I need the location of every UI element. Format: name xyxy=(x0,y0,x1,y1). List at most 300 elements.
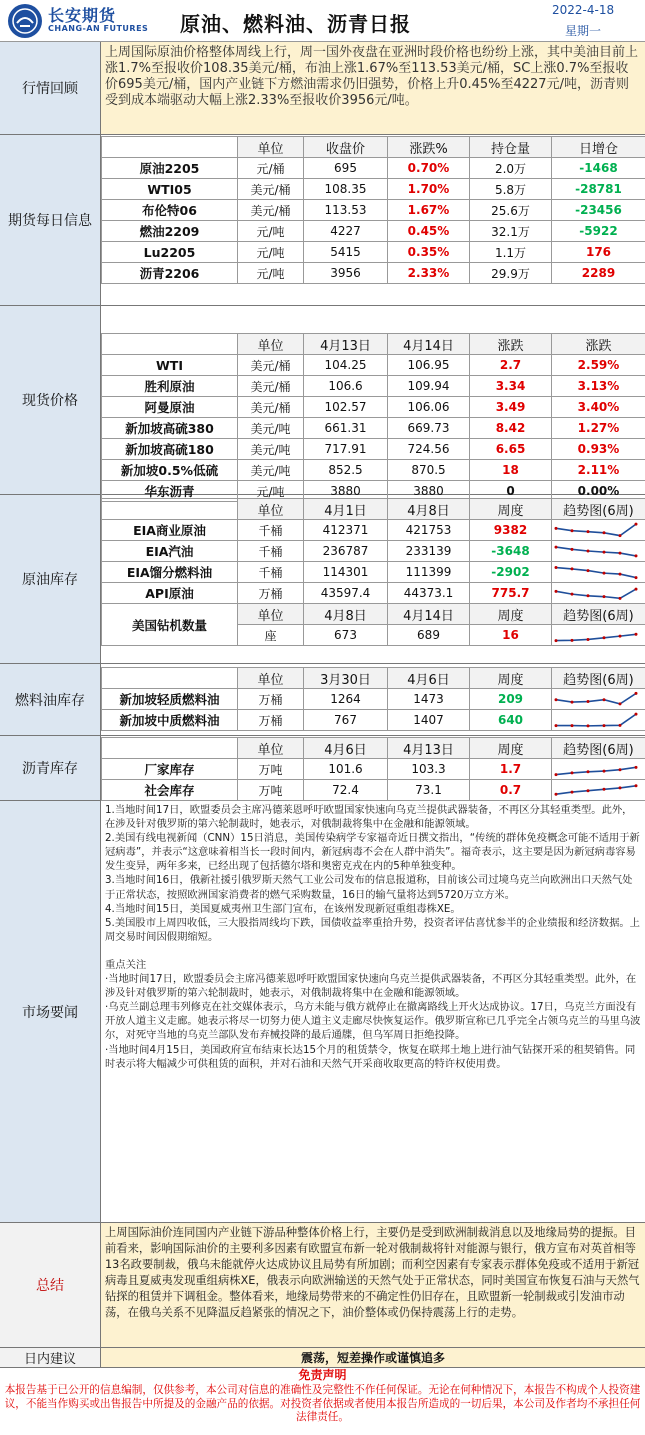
spot-change: 18 xyxy=(470,460,552,481)
trend-point xyxy=(587,700,590,703)
review-section xyxy=(0,42,645,135)
review-label: 行情回顾 xyxy=(0,42,101,134)
header-cell: 日增仓 xyxy=(552,137,645,158)
futures-row xyxy=(102,158,645,179)
report-weekday: 星期一 xyxy=(565,24,602,38)
spot-unit: 美元/吨 xyxy=(238,439,304,460)
spot-row xyxy=(102,355,645,376)
spot-section xyxy=(0,306,645,499)
futures-name: 原油2205 xyxy=(102,158,238,179)
news-paragraph: 1.当地时间17日，欧盟委员会主席冯德莱恩呼吁欧盟国家快速向乌克兰提供武器装备，不再区分其轻重类型。此外，在涉及针对俄罗斯的第六轮制裁时，她表示，对俄制裁将集中在金融和能源领域。 xyxy=(105,804,633,831)
spot-price-day2: 106.06 xyxy=(388,397,470,418)
asphalt-inventory-table xyxy=(101,737,645,801)
header-cell: 4月6日 xyxy=(388,668,470,689)
header-cell: 周度 xyxy=(470,499,552,520)
inventory-trend-chart xyxy=(552,689,645,710)
futures-unit: 元/吨 xyxy=(238,242,304,263)
trend-point xyxy=(619,534,622,537)
futures-daily-increase: -28781 xyxy=(552,179,645,200)
trend-point xyxy=(619,786,622,789)
spot-price-day2: 106.95 xyxy=(388,355,470,376)
trend-point xyxy=(619,768,622,771)
inventory-value-2: 421753 xyxy=(388,520,470,541)
asphalt-inventory-section xyxy=(0,736,645,801)
inventory-value-2: 1407 xyxy=(388,710,470,731)
trend-point xyxy=(619,597,622,600)
trend-line xyxy=(556,693,636,704)
spot-label: 现货价格 xyxy=(0,306,101,494)
header-cell xyxy=(102,137,238,158)
inventory-value-2: 689 xyxy=(388,625,470,646)
spot-change: 6.65 xyxy=(470,439,552,460)
trend-point xyxy=(603,595,606,598)
trend-point xyxy=(555,773,558,776)
inventory-trend-chart xyxy=(552,625,645,646)
focus-paragraph: ·当地时间17日，欧盟委员会主席冯德莱恩呼吁欧盟国家快速向乌克兰提供武器装备，不再区分其轻重类型。此外，在涉及针对俄罗斯的第六轮制裁时，她表示，对俄制裁将集中在金融和能源领域。 xyxy=(105,973,637,1000)
header-cell: 涨跌 xyxy=(552,334,645,355)
header-cell: 单位 xyxy=(238,499,304,520)
trend-point xyxy=(603,698,606,701)
trend-line xyxy=(556,714,636,726)
futures-daily-increase: -23456 xyxy=(552,200,645,221)
futures-unit: 元/吨 xyxy=(238,221,304,242)
trend-point xyxy=(635,713,638,716)
trend-point xyxy=(603,551,606,554)
trend-line xyxy=(556,634,636,640)
futures-close: 108.35 xyxy=(304,179,388,200)
trend-point xyxy=(603,531,606,534)
spot-name: 新加坡0.5%低硫 xyxy=(102,460,238,481)
disclaimer xyxy=(0,1368,645,1435)
inventory-weekly-change: 775.7 xyxy=(470,583,552,604)
header-cell xyxy=(102,334,238,355)
spot-unit: 美元/桶 xyxy=(238,397,304,418)
futures-name: WTI05 xyxy=(102,179,238,200)
spot-unit: 元/吨 xyxy=(238,481,304,502)
header-cell: 趋势图(6周) xyxy=(552,668,645,689)
trend-point xyxy=(635,633,638,636)
report-title: 原油、燃料油、沥青日报 xyxy=(180,12,411,36)
trend-point xyxy=(635,766,638,769)
trend-point xyxy=(587,594,590,597)
trend-point xyxy=(619,573,622,576)
advice-section xyxy=(0,1348,645,1368)
futures-daily-increase: -5922 xyxy=(552,221,645,242)
futures-label: 期货每日信息 xyxy=(0,135,101,305)
inventory-row xyxy=(102,710,645,731)
trend-point xyxy=(635,523,638,526)
trend-point xyxy=(635,576,638,579)
trend-sparkline xyxy=(552,625,640,645)
news-paragraph: 3.当地时间16日，俄新社援引俄罗斯天然气工业公司发布的信息报道称，目前该公司过境乌克兰向欧洲出口天然气处于正常状态，按照欧洲国家消费者的燃气采购数量，16日的输气量将达到5720万立方米。 xyxy=(105,874,633,901)
inventory-name: EIA商业原油 xyxy=(102,520,238,541)
inventory-trend-chart xyxy=(552,583,645,604)
trend-point xyxy=(587,770,590,773)
futures-open-interest: 1.1万 xyxy=(470,242,552,263)
trend-point xyxy=(603,572,606,575)
spot-change-pct: 3.40% xyxy=(552,397,645,418)
focus-paragraph: ·乌克兰副总理韦列修克在社交媒体表示，乌方未能与俄方就停止在撤离路线上开火达成协议。17日，乌克兰方面没有开放人道主义走廊。她表示将尽一切努力使人道主义走廊尽快恢复运作。俄罗斯宣称已几乎完全占领乌克兰的马里乌波尔，对死守当地的乌克兰部队发布弃械投降的最后通牒，但乌军周日拒绝投降。 xyxy=(105,1001,641,1042)
news-paragraph: 5.美国股市上周四收低，三大股指周线均下跌，国债收益率重拾升势，投资者评估喜忧参半的企业绩报和经济数据。上周交易时间因假期缩短。 xyxy=(105,916,640,943)
table-header-row xyxy=(102,738,645,759)
trend-point xyxy=(635,554,638,557)
inventory-name: EIA馏分燃料油 xyxy=(102,562,238,583)
inventory-trend-chart xyxy=(552,562,645,583)
inventory-unit: 千桶 xyxy=(238,520,304,541)
spot-change: 3.34 xyxy=(470,376,552,397)
fuel-inventory-table xyxy=(101,667,645,731)
header-cell: 涨跌% xyxy=(388,137,470,158)
spot-unit: 美元/桶 xyxy=(238,355,304,376)
focus-paragraph: ·当地时间4月15日，美国政府宣布结束长达15个月的租赁禁令，恢复在联邦土地上进行油气钻探开采的租契销售。同时表示将大幅减少可供租赁的面积，并对石油和天然气开采商收取更高的特许权使用费。 xyxy=(105,1043,636,1070)
futures-change-pct: 1.67% xyxy=(388,200,470,221)
inventory-row xyxy=(102,759,645,780)
inventory-value-2: 233139 xyxy=(388,541,470,562)
news-label: 市场要闻 xyxy=(0,801,101,1222)
spot-change: 0 xyxy=(470,481,552,502)
header-cell: 4月13日 xyxy=(388,738,470,759)
disclaimer-title: 免责声明 xyxy=(298,1368,347,1382)
trend-sparkline xyxy=(552,780,640,800)
inventory-trend-chart xyxy=(552,541,645,562)
futures-open-interest: 29.9万 xyxy=(470,263,552,284)
crude-inventory-label: 原油库存 xyxy=(0,495,101,663)
inventory-value-1: 43597.4 xyxy=(304,583,388,604)
header-cell: 周度 xyxy=(470,604,552,625)
spot-price-day1: 717.91 xyxy=(304,439,388,460)
inventory-unit: 座 xyxy=(238,625,304,646)
spot-change-pct: 3.13% xyxy=(552,376,645,397)
futures-open-interest: 25.6万 xyxy=(470,200,552,221)
header-cell: 单位 xyxy=(238,334,304,355)
futures-open-interest: 5.8万 xyxy=(470,179,552,200)
asphalt-inventory-label: 沥青库存 xyxy=(0,736,101,800)
inventory-value-2: 1473 xyxy=(388,689,470,710)
trend-point xyxy=(571,639,574,642)
futures-table xyxy=(101,136,645,284)
trend-point xyxy=(635,784,638,787)
company-name: 长安期货 xyxy=(48,6,117,25)
trend-line xyxy=(556,547,636,556)
trend-point xyxy=(603,788,606,791)
inventory-unit: 千桶 xyxy=(238,562,304,583)
trend-point xyxy=(555,639,558,642)
inventory-unit: 万桶 xyxy=(238,583,304,604)
header-cell: 周度 xyxy=(470,738,552,759)
inventory-weekly-change: 9382 xyxy=(470,520,552,541)
inventory-weekly-change: 640 xyxy=(470,710,552,731)
futures-close: 5415 xyxy=(304,242,388,263)
inventory-value-1: 236787 xyxy=(304,541,388,562)
advice-label: 日内建议 xyxy=(0,1348,101,1367)
trend-line xyxy=(556,767,636,774)
futures-close: 113.53 xyxy=(304,200,388,221)
spot-unit: 美元/吨 xyxy=(238,418,304,439)
futures-row xyxy=(102,179,645,200)
inventory-trend-chart xyxy=(552,520,645,541)
trend-point xyxy=(587,638,590,641)
spot-change-pct: 0.00% xyxy=(552,481,645,502)
trend-line xyxy=(556,589,636,598)
trend-point xyxy=(571,529,574,532)
summary-text: 上周国际油价连同国内产业链下游品种整体价格上行，主要仍是受到欧洲制裁消息以及地缘局势的提振。目前看来，影响国际油价的主要利多因素有欧盟宣布新一轮对俄制裁将针对能源与银行，俄方宣布对英首相等13名政要制裁，俄乌未能就停火达成协议且局势有所加剧；而利空因素有专家表示群体免疫或不适用于新冠病毒且夏威夷发现重组病株XE，俄表示向欧洲输送的天然气处于正常状态，同时美国宣布恢复石油与天然气钻探的租赁并下调租金。整体看来，地缘局势带来的不确定性仍旧存在，且欧盟新一轮制裁或引发油市动荡，在俄乌关系不见降温反趋紧张的情况之下，油价整体或仍保持震荡上行的走势。 xyxy=(101,1223,645,1347)
trend-point xyxy=(571,548,574,551)
trend-point xyxy=(555,590,558,593)
inventory-value-1: 101.6 xyxy=(304,759,388,780)
report-date: 2022-4-18 xyxy=(552,3,615,17)
inventory-name: API原油 xyxy=(102,583,238,604)
inventory-value-1: 673 xyxy=(304,625,388,646)
inventory-value-2: 103.3 xyxy=(388,759,470,780)
spot-price-day2: 3880 xyxy=(388,481,470,502)
header-cell: 3月30日 xyxy=(304,668,388,689)
spot-change: 8.42 xyxy=(470,418,552,439)
inventory-weekly-change: 16 xyxy=(470,625,552,646)
spot-price-day2: 870.5 xyxy=(388,460,470,481)
futures-close: 4227 xyxy=(304,221,388,242)
inventory-weekly-change: 1.7 xyxy=(470,759,552,780)
futures-daily-increase: 2289 xyxy=(552,263,645,284)
crude-inventory-table xyxy=(101,498,645,646)
inventory-name: 新加坡轻质燃料油 xyxy=(102,689,238,710)
spot-name: 胜利原油 xyxy=(102,376,238,397)
spot-row xyxy=(102,439,645,460)
news-content xyxy=(101,801,645,1222)
trend-line xyxy=(556,786,636,794)
futures-change-pct: 0.45% xyxy=(388,221,470,242)
spot-change-pct: 2.11% xyxy=(552,460,645,481)
futures-name: 布伦特06 xyxy=(102,200,238,221)
spot-row xyxy=(102,376,645,397)
futures-name: 沥青2206 xyxy=(102,263,238,284)
spot-row xyxy=(102,418,645,439)
spot-price-day1: 104.25 xyxy=(304,355,388,376)
spot-change-pct: 0.93% xyxy=(552,439,645,460)
inventory-value-1: 412371 xyxy=(304,520,388,541)
inventory-row xyxy=(102,689,645,710)
header-cell: 趋势图(6周) xyxy=(552,499,645,520)
fuel-inventory-label: 燃料油库存 xyxy=(0,664,101,735)
inventory-weekly-change: 209 xyxy=(470,689,552,710)
futures-row xyxy=(102,200,645,221)
spot-unit: 美元/桶 xyxy=(238,376,304,397)
inventory-unit: 万桶 xyxy=(238,710,304,731)
report-header xyxy=(0,0,645,42)
spot-row xyxy=(102,460,645,481)
trend-point xyxy=(587,550,590,553)
trend-sparkline xyxy=(552,689,640,709)
trend-sparkline xyxy=(552,562,640,582)
header-cell: 趋势图(6周) xyxy=(552,738,645,759)
futures-unit: 美元/桶 xyxy=(238,179,304,200)
trend-point xyxy=(619,635,622,638)
futures-change-pct: 2.33% xyxy=(388,263,470,284)
inventory-row xyxy=(102,583,645,604)
header-cell: 周度 xyxy=(470,668,552,689)
trend-point xyxy=(603,724,606,727)
crude-inventory-section xyxy=(0,495,645,664)
inventory-weekly-change: -2902 xyxy=(470,562,552,583)
inventory-weekly-change: -3648 xyxy=(470,541,552,562)
rig-count-name: 美国钻机数量 xyxy=(102,604,238,646)
inventory-trend-chart xyxy=(552,759,645,780)
inventory-weekly-change: 0.7 xyxy=(470,780,552,801)
inventory-value-1: 1264 xyxy=(304,689,388,710)
inventory-row xyxy=(102,780,645,801)
trend-point xyxy=(571,593,574,596)
spot-price-day1: 661.31 xyxy=(304,418,388,439)
spot-price-day1: 3880 xyxy=(304,481,388,502)
trend-point xyxy=(619,724,622,727)
header-cell xyxy=(102,499,238,520)
trend-sparkline xyxy=(552,759,640,779)
header-cell: 4月14日 xyxy=(388,604,470,625)
futures-open-interest: 32.1万 xyxy=(470,221,552,242)
trend-point xyxy=(571,701,574,704)
inventory-name: 新加坡中质燃料油 xyxy=(102,710,238,731)
news-paragraph: 4.当地时间15日，美国夏威夷州卫生部门宣布，在该州发现新冠重组毒株XE。 xyxy=(105,902,461,915)
trend-point xyxy=(571,771,574,774)
table-header-row xyxy=(102,334,645,355)
spot-change-pct: 2.59% xyxy=(552,355,645,376)
trend-sparkline xyxy=(552,520,640,540)
futures-daily-increase: -1468 xyxy=(552,158,645,179)
spot-price-day1: 852.5 xyxy=(304,460,388,481)
trend-line xyxy=(556,568,636,578)
trend-sparkline xyxy=(552,710,640,730)
futures-row xyxy=(102,221,645,242)
trend-point xyxy=(619,552,622,555)
trend-point xyxy=(555,566,558,569)
header-cell: 4月6日 xyxy=(304,738,388,759)
header-cell: 单位 xyxy=(238,668,304,689)
futures-row xyxy=(102,242,645,263)
header-cell: 收盘价 xyxy=(304,137,388,158)
futures-change-pct: 0.35% xyxy=(388,242,470,263)
inventory-name: 厂家库存 xyxy=(102,759,238,780)
trend-point xyxy=(619,702,622,705)
spot-price-day2: 669.73 xyxy=(388,418,470,439)
trend-point xyxy=(571,791,574,794)
spot-name: 华东沥青 xyxy=(102,481,238,502)
trend-point xyxy=(603,636,606,639)
futures-name: Lu2205 xyxy=(102,242,238,263)
futures-unit: 美元/桶 xyxy=(238,200,304,221)
table-header-row xyxy=(102,668,645,689)
trend-point xyxy=(571,567,574,570)
spot-price-day1: 106.6 xyxy=(304,376,388,397)
trend-point xyxy=(603,770,606,773)
trend-point xyxy=(555,724,558,727)
news-paragraph: 2.美国有线电视新闻（CNN）15日消息，美国传染病学专家福奇近日撰文指出，“传统的群体免疫概念可能不适用于新冠病毒”，并表示“这意味着相当长一段时间内，新冠病毒不会在人群中消失”。福奇表示，这主要是因为新冠病毒容易发生变异，两年多来，已经出现了包括德尔塔和奥密克戎在内的5种单独变种。 xyxy=(105,832,640,873)
inventory-value-2: 111399 xyxy=(388,562,470,583)
header-cell: 单位 xyxy=(238,604,304,625)
spot-price-day2: 109.94 xyxy=(388,376,470,397)
table-header-row xyxy=(102,137,645,158)
trend-point xyxy=(587,569,590,572)
trend-point xyxy=(555,793,558,796)
spot-unit: 美元/吨 xyxy=(238,460,304,481)
futures-open-interest: 2.0万 xyxy=(470,158,552,179)
disclaimer-text: 本报告基于已公开的信息编制，仅供参考，本公司对信息的准确性及完整性不作任何保证。无论在何种情况下，本报告不构成个人投资建议，不能当作购买或出售报告中所提及的金融产品的依据。对投资者依据或者使用本报告所造成的一切后果，本公司及作者均不承担任何法律责任。 xyxy=(4,1383,641,1424)
futures-unit: 元/桶 xyxy=(238,158,304,179)
header-cell: 单位 xyxy=(238,738,304,759)
trend-line xyxy=(556,524,636,535)
trend-point xyxy=(555,698,558,701)
rig-header-row xyxy=(102,604,645,625)
spot-change-pct: 1.27% xyxy=(552,418,645,439)
spot-name: 新加坡高硫180 xyxy=(102,439,238,460)
inventory-name: 社会库存 xyxy=(102,780,238,801)
header-cell xyxy=(102,668,238,689)
inventory-trend-chart xyxy=(552,780,645,801)
trend-sparkline xyxy=(552,583,640,603)
inventory-unit: 万吨 xyxy=(238,780,304,801)
inventory-unit: 千桶 xyxy=(238,541,304,562)
advice-text: 震荡，短差操作或谨慎追多 xyxy=(101,1348,645,1367)
inventory-value-1: 114301 xyxy=(304,562,388,583)
futures-name: 燃油2209 xyxy=(102,221,238,242)
spot-table xyxy=(101,333,645,502)
review-text: 上周国际原油价格整体周线上行，周一国外夜盘在亚洲时段价格也纷纷上涨，其中美油目前上涨1.7%至报收价108.35美元/桶，布油上涨1.67%至113.53美元/桶，SC上涨0.7%至报收价695美元/桶，国内产业链下方燃油需求仍旧强势，价格上升0.45%至4227元/吨，沥青则受到成本端驱动大幅上涨2.33%至报收价3956元/吨。 xyxy=(101,42,645,134)
header-cell: 4月1日 xyxy=(304,499,388,520)
futures-close: 695 xyxy=(304,158,388,179)
spot-row xyxy=(102,397,645,418)
futures-unit: 元/吨 xyxy=(238,263,304,284)
spot-name: WTI xyxy=(102,355,238,376)
trend-point xyxy=(571,724,574,727)
header-cell: 持仓量 xyxy=(470,137,552,158)
header-cell xyxy=(102,738,238,759)
inventory-name: EIA汽油 xyxy=(102,541,238,562)
trend-point xyxy=(555,527,558,530)
trend-point xyxy=(635,692,638,695)
inventory-value-2: 44373.1 xyxy=(388,583,470,604)
inventory-unit: 万吨 xyxy=(238,759,304,780)
spot-price-day1: 102.57 xyxy=(304,397,388,418)
summary-section xyxy=(0,1223,645,1348)
header-cell: 趋势图(6周) xyxy=(552,604,645,625)
futures-daily-increase: 176 xyxy=(552,242,645,263)
spot-name: 阿曼原油 xyxy=(102,397,238,418)
inventory-value-2: 73.1 xyxy=(388,780,470,801)
company-name-en: CHANG-AN FUTURES xyxy=(48,24,149,33)
trend-point xyxy=(587,530,590,533)
header-cell: 4月8日 xyxy=(304,604,388,625)
header-cell: 4月13日 xyxy=(304,334,388,355)
futures-row xyxy=(102,263,645,284)
trend-point xyxy=(587,724,590,727)
spot-change: 2.7 xyxy=(470,355,552,376)
trend-point xyxy=(587,789,590,792)
table-header-row xyxy=(102,499,645,520)
futures-change-pct: 1.70% xyxy=(388,179,470,200)
spot-price-day2: 724.56 xyxy=(388,439,470,460)
inventory-row xyxy=(102,520,645,541)
news-section xyxy=(0,801,645,1223)
header-cell: 单位 xyxy=(238,137,304,158)
futures-close: 3956 xyxy=(304,263,388,284)
inventory-value-1: 767 xyxy=(304,710,388,731)
futures-section xyxy=(0,135,645,306)
spot-name: 新加坡高硫380 xyxy=(102,418,238,439)
company-logo-icon xyxy=(8,4,42,38)
inventory-value-1: 72.4 xyxy=(304,780,388,801)
focus-title: 重点关注 xyxy=(105,958,147,971)
header-cell: 4月8日 xyxy=(388,499,470,520)
summary-label: 总结 xyxy=(0,1223,101,1347)
fuel-inventory-section xyxy=(0,664,645,736)
